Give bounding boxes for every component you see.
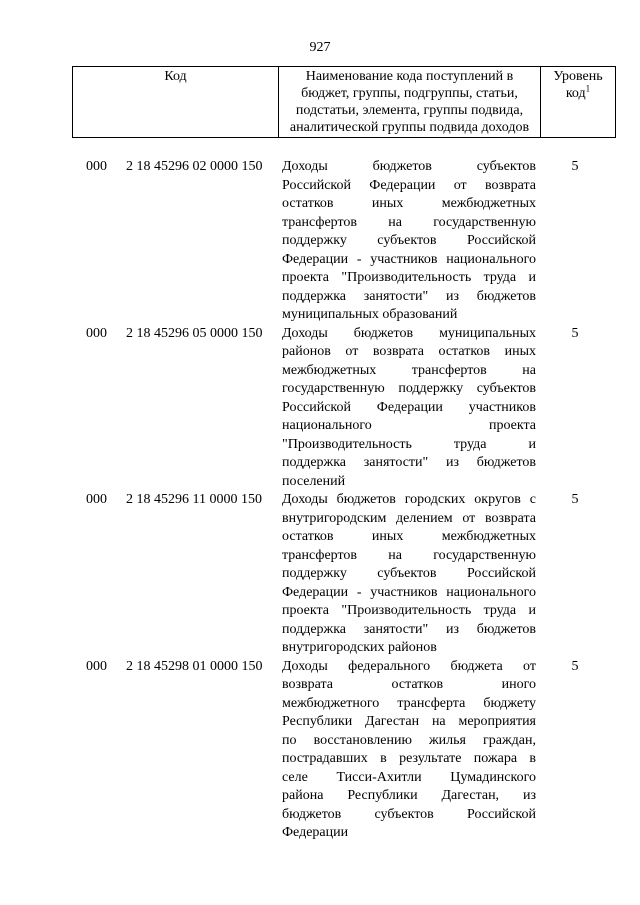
description-line: поддержка занятости" из бюджетов (282, 288, 536, 304)
description-line: национального проекта (282, 418, 536, 433)
description-line: поддержку субъектов Российской (282, 566, 536, 581)
header-level-text: Уровень код (553, 69, 603, 101)
description-line: района Республики Дагестан, из (282, 788, 536, 803)
description-line: по восстановлению жилья граждан, (282, 732, 536, 748)
description-line: проекта "Производительность труда и (282, 603, 536, 618)
table-row (0, 325, 640, 492)
description-line: Республики Дагестан на мероприятия (282, 714, 536, 729)
header-level (541, 67, 615, 137)
description-line: возврата остатков иного (282, 677, 536, 692)
description-line: селе Тисси-Ахитли Цумадинского (282, 769, 536, 785)
header-level-footnote: 1 (585, 83, 591, 94)
description-line: государственную поддержку субъектов (282, 381, 536, 396)
row-revenue-code: 2 18 45298 01 0000 150 (126, 658, 263, 674)
row-revenue-code: 2 18 45296 11 0000 150 (126, 492, 262, 507)
header-code: Код (73, 67, 279, 137)
row-level: 5 (571, 159, 579, 174)
description-line: межбюджетных трансфертов на (282, 362, 536, 378)
table-row (0, 491, 640, 658)
description-line: остатков иных межбюджетных (282, 196, 536, 211)
description-line: поддержка занятости" из бюджетов (282, 621, 536, 637)
table-row (0, 658, 640, 843)
description-line: проекта "Производительность труда и (282, 270, 536, 285)
description-line: межбюджетного трансферта бюджету (282, 695, 536, 711)
description-line: бюджетов субъектов Российской (282, 806, 536, 822)
description-line: Федерации - участников национального (282, 251, 536, 267)
description-line: муниципальных образований (282, 307, 458, 322)
row-level: 5 (571, 492, 579, 507)
row-description (282, 491, 536, 658)
description-line: районов от возврата остатков иных (282, 344, 536, 359)
description-line: поддержку субъектов Российской (282, 233, 536, 248)
row-level: 5 (571, 325, 579, 341)
header-name: Наименование кода поступлений в бюджет, группы, подгруппы, статьи, подстатьи, элемента, группы подвида, аналитической группы подвида доходов (279, 67, 541, 137)
page-number: 927 (309, 40, 331, 55)
row-admin-code: 000 (86, 325, 107, 341)
table-row (0, 158, 640, 325)
description-line: трансфертов на государственную (282, 547, 536, 563)
description-line: Федерации (282, 825, 349, 840)
description-line: Доходы бюджетов субъектов (282, 159, 536, 174)
description-line: Доходы бюджетов городских округов с (282, 492, 536, 507)
description-line: поддержка занятости" из бюджетов (282, 455, 536, 470)
row-admin-code: 000 (86, 159, 107, 174)
description-line: остатков иных межбюджетных (282, 529, 536, 544)
row-revenue-code: 2 18 45296 02 0000 150 (126, 159, 263, 174)
row-description (282, 325, 536, 492)
row-description (282, 158, 536, 325)
row-admin-code: 000 (86, 658, 107, 674)
description-line: внутригородских районов (282, 640, 437, 655)
description-line: поселений (282, 473, 346, 489)
description-line: трансфертов на государственную (282, 214, 536, 230)
description-line: Российской Федерации участников (282, 399, 536, 415)
table-body (0, 158, 640, 843)
row-level: 5 (571, 658, 579, 674)
description-line: пострадавших в результате пожара в (282, 751, 536, 766)
row-admin-code: 000 (86, 492, 107, 507)
description-line: внутригородским делением от возврата (282, 510, 536, 526)
description-line: "Производительность труда и (282, 436, 536, 452)
description-line: Российской Федерации от возврата (282, 177, 536, 193)
table-header (72, 66, 616, 138)
description-line: Федерации - участников национального (282, 584, 536, 600)
row-revenue-code: 2 18 45296 05 0000 150 (126, 325, 263, 341)
description-line: Доходы бюджетов муниципальных (282, 325, 536, 341)
row-description (282, 658, 536, 843)
description-line: Доходы федерального бюджета от (282, 658, 536, 674)
